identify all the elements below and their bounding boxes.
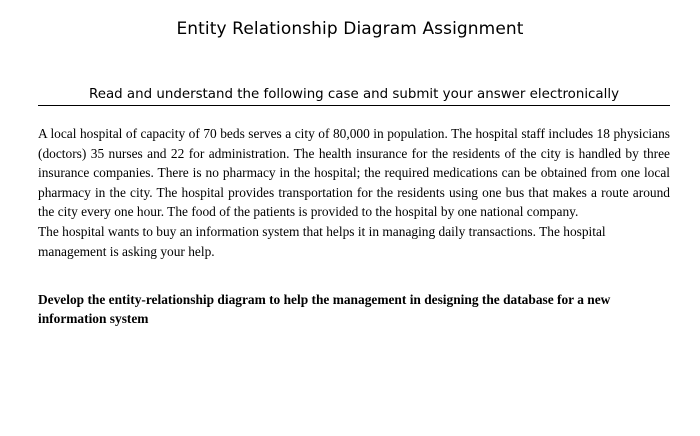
assignment-task: Develop the entity-relationship diagram to help the management in designing the database for a new information system — [38, 292, 611, 326]
page-title: Entity Relationship Diagram Assignment — [176, 19, 524, 39]
heading-divider — [38, 105, 670, 106]
case-description — [38, 124, 670, 261]
case-paragraph-1: A local hospital of capacity of 70 beds serves a city of 80,000 in population. The hospital staff includes 18 physicians (doctors) 35 nurses and 22 for administration. The health insurance for the residents of the city is handled by three insurance companies. There is no pharmacy in the hospital; the required medications can be obtained from one local pharmacy in the city. The hospital provides transportation for the residents using one bus that makes a route around the city every one hour. The food of the patients is provided to the hospital by one national company. — [38, 126, 670, 220]
instruction-heading: Read and understand the following case and submit your answer electronically — [89, 87, 619, 102]
case-paragraph-2: The hospital wants to buy an information system that helps it in managing daily transactions. The hospital management is asking your help. — [38, 223, 606, 259]
